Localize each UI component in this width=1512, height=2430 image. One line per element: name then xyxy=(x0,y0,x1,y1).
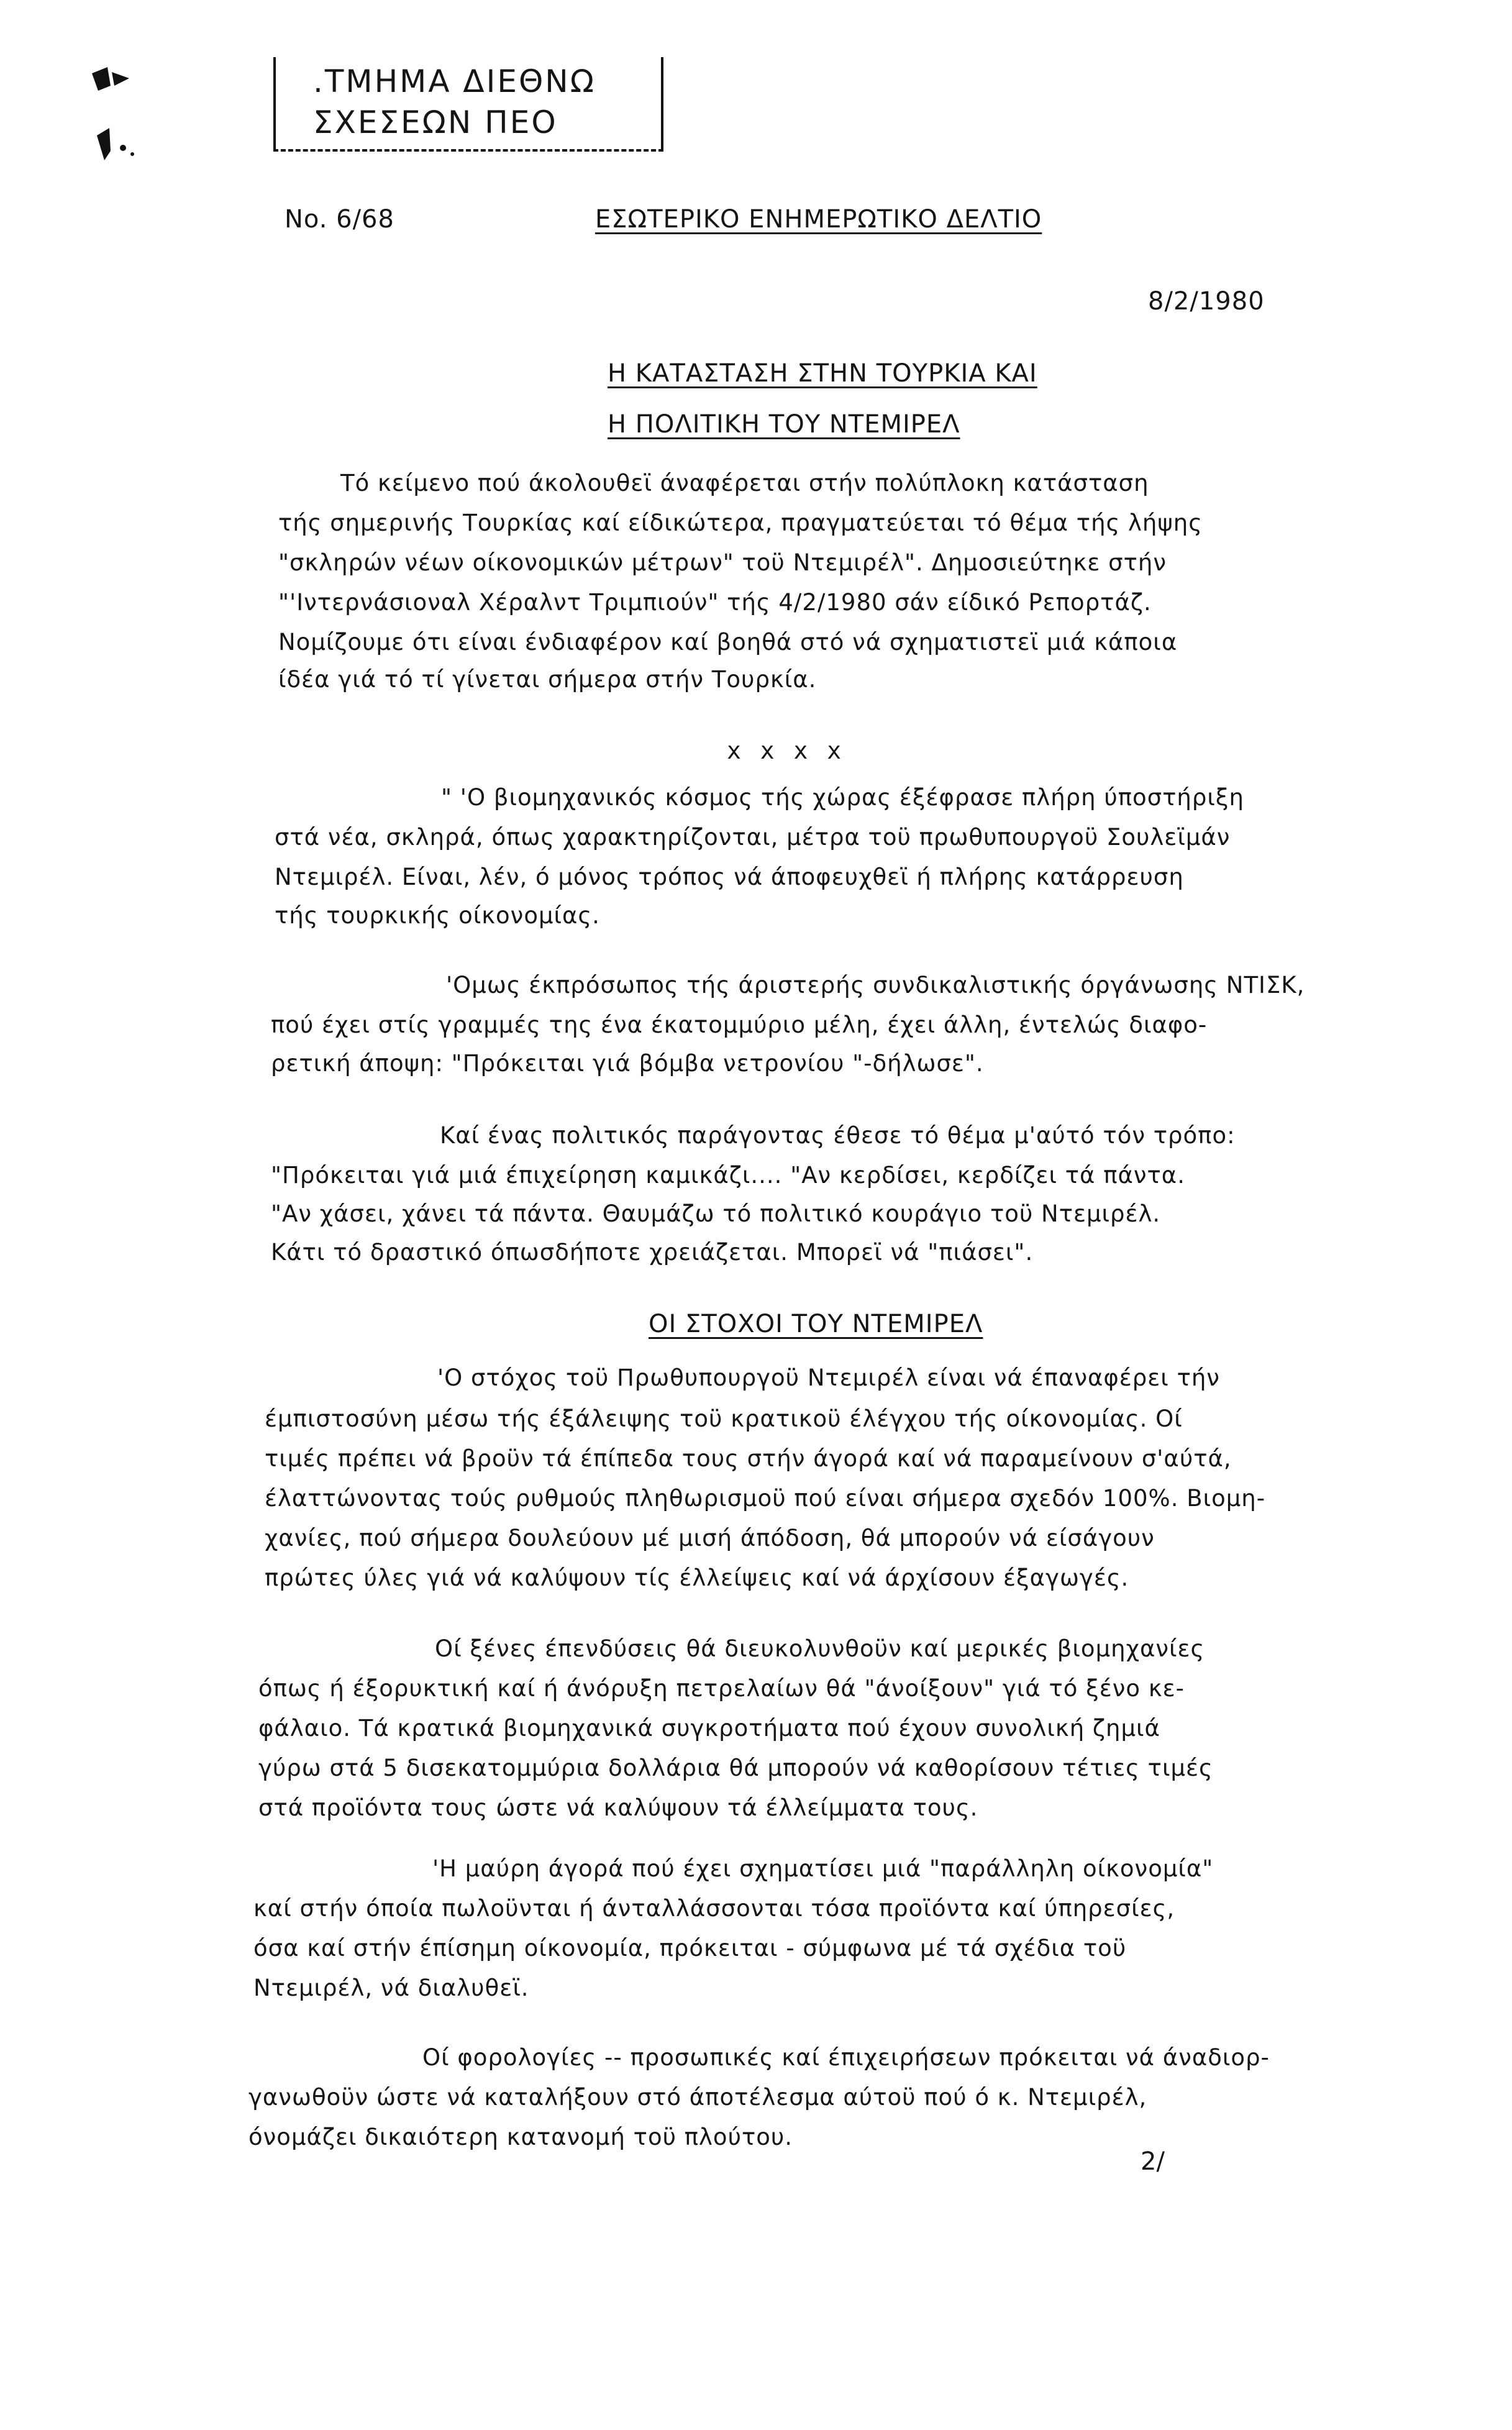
text-line: γανωθοϋν ώστε νά καταλήξουν στό άποτέλεσμα αύτοϋ πού ό κ. Ντεμιρέλ, xyxy=(248,2084,1147,2111)
heading-line-1: Η ΚΑΤΑΣΤΑΣΗ ΣΤΗΝ ΤΟΥΡΚΙΑ ΚΑΙ xyxy=(608,359,1037,388)
text-line: Κάτι τό δραστικό όπωσδήποτε χρειάζεται. Μπορεϊ νά "πιάσει". xyxy=(271,1239,1034,1266)
text-line: 'Η μαύρη άγορά πού έχει σχηματίσει μιά "παράλληλη οίκονομία" xyxy=(432,1855,1214,1882)
text-line: όπως ή έξορυκτική καί ή άνόρυξη πετρελαίων θά "άνοίξουν" γιά τό ξένο κε- xyxy=(258,1675,1185,1702)
text-line: πρώτες ύλες γιά νά καλύψουν τίς έλλείψεις καί νά άρχίσουν έξαγωγές. xyxy=(265,1564,1129,1591)
emblem-mark-icon xyxy=(80,61,142,167)
next-page-reference: 2/ xyxy=(1141,2147,1165,2176)
text-line: ρετική άποψη: "Πρόκειται γιά βόμβα νετρονίου "-δήλωσε". xyxy=(271,1050,984,1077)
text-line: Καί ένας πολιτικός παράγοντας έθεσε τό θέμα μ'αύτό τόν τρόπο: xyxy=(440,1122,1236,1149)
text-line: Ντεμιρέλ. Είναι, λέν, ό μόνος τρόπος νά άποφευχθεϊ ή πλήρης κατάρρευση xyxy=(275,864,1184,890)
text-line: έλαττώνοντας τούς ρυθμούς πληθωρισμοϋ πού είναι σήμερα σχεδόν 100%. Βιομη- xyxy=(265,1485,1266,1512)
text-line: καί στήν όποία πωλοϋνται ή άνταλλάσσονται τόσα προϊόντα καί ύπηρεσίες, xyxy=(253,1895,1175,1922)
section-separator: x x x x xyxy=(727,737,844,764)
text-line: ίδέα γιά τό τί γίνεται σήμερα στήν Τουρκία. xyxy=(278,666,817,693)
text-line: "'Ιντερνάσιοναλ Χέραλντ Τριμπιούν" τής 4/2/1980 σάν είδικό Ρεπορτάζ. xyxy=(278,589,1152,616)
text-line: Νομίζουμε ότι είναι ένδιαφέρον καί βοηθά στό νά σχηματιστεϊ μιά κάποια xyxy=(278,629,1178,655)
document-number: No. 6/68 xyxy=(285,205,394,234)
stamp-line-1: .ΤΜΗΜΑ ΔΙΕΘΝΩ xyxy=(313,63,596,99)
document-date: 8/2/1980 xyxy=(1148,287,1265,316)
text-line: φάλαιο. Τά κρατικά βιομηχανικά συγκροτήματα πού έχουν συνολική ζημιά xyxy=(258,1715,1160,1742)
text-line: "σκληρών νέων οίκονομικών μέτρων" τοϋ Ντεμιρέλ". Δημοσιεύτηκε στήν xyxy=(278,549,1167,576)
text-line: έμπιστοσύνη μέσω τής έξάλειψης τοϋ κρατικοϋ έλέγχου τής οίκονομίας. Οί xyxy=(265,1405,1183,1432)
text-line: Τό κείμενο πού άκολουθεϊ άναφέρεται στήν πολύπλοκη κατάσταση xyxy=(340,470,1149,496)
department-stamp xyxy=(273,57,663,152)
bulletin-title: ΕΣΩΤΕΡΙΚΟ ΕΝΗΜΕΡΩΤΙΚΟ ΔΕΛΤΙΟ xyxy=(595,205,1042,234)
text-line: στά νέα, σκληρά, όπως χαρακτηρίζονται, μέτρα τοϋ πρωθυπουργοϋ Σουλεϊμάν xyxy=(275,824,1231,851)
text-line: γύρω στά 5 δισεκατομμύρια δολλάρια θά μπορούν νά καθορίσουν τέτιες τιμές xyxy=(258,1755,1213,1781)
text-line: τής τουρκικής οίκονομίας. xyxy=(275,902,600,929)
text-line: στά προϊόντα τους ώστε νά καλύψουν τά έλλείμματα τους. xyxy=(258,1794,978,1821)
text-line: "Πρόκειται γιά μιά έπιχείρηση καμικάζι.... "Αν κερδίσει, κερδίζει τά πάντα. xyxy=(271,1162,1185,1189)
text-line: τιμές πρέπει νά βροϋν τά έπίπεδα τους στήν άγορά καί νά παραμείνουν σ'αύτά, xyxy=(265,1445,1232,1472)
text-line: Ντεμιρέλ, νά διαλυθεϊ. xyxy=(253,1975,529,2001)
text-line: "Αν χάσει, χάνει τά πάντα. Θαυμάζω τό πολιτικό κουράγιο τοϋ Ντεμιρέλ. xyxy=(271,1200,1161,1227)
text-line: όσα καί στήν έπίσημη οίκονομία, πρόκειται - σύμφωνα μέ τά σχέδια τοϋ xyxy=(253,1935,1127,1962)
text-line: τής σημερινής Τουρκίας καί είδικώτερα, πραγματεύεται τό θέμα τής λήψης xyxy=(278,509,1203,536)
text-line: πού έχει στίς γραμμές της ένα έκατομμύριο μέλη, έχει άλλη, έντελώς διαφο- xyxy=(271,1012,1208,1038)
heading-line-2: Η ΠΟΛΙΤΙΚΗ ΤΟΥ ΝΤΕΜΙΡΕΛ xyxy=(608,410,960,439)
text-line: 'Ο στόχος τοϋ Πρωθυπουργοϋ Ντεμιρέλ είναι νά έπαναφέρει τήν xyxy=(437,1364,1220,1391)
text-line: χανίες, πού σήμερα δουλεύουν μέ μισή άπόδοση, θά μπορούν νά είσάγουν xyxy=(265,1525,1155,1551)
text-line: Οί φορολογίες -- προσωπικές καί έπιχειρήσεων πρόκειται νά άναδιορ- xyxy=(422,2044,1270,2071)
stamp-line-2: ΣΧΕΣΕΩΝ ΠΕΟ xyxy=(313,104,558,140)
subheading: ΟΙ ΣΤΟΧΟΙ ΤΟΥ ΝΤΕΜΙΡΕΛ xyxy=(649,1310,983,1338)
text-line: " 'Ο βιομηχανικός κόσμος τής χώρας έξέφρασε πλήρη ύποστήριξη xyxy=(441,784,1244,811)
text-line: όνομάζει δικαιότερη κατανομή τοϋ πλούτου. xyxy=(248,2124,793,2150)
text-line: 'Ομως έκπρόσωπος τής άριστερής συνδικαλιστικής όργάνωσης ΝΤΙΣΚ, xyxy=(446,972,1305,998)
text-line: Οί ξένες έπενδύσεις θά διευκολυνθοϋν καί μερικές βιομηχανίες xyxy=(435,1635,1205,1662)
